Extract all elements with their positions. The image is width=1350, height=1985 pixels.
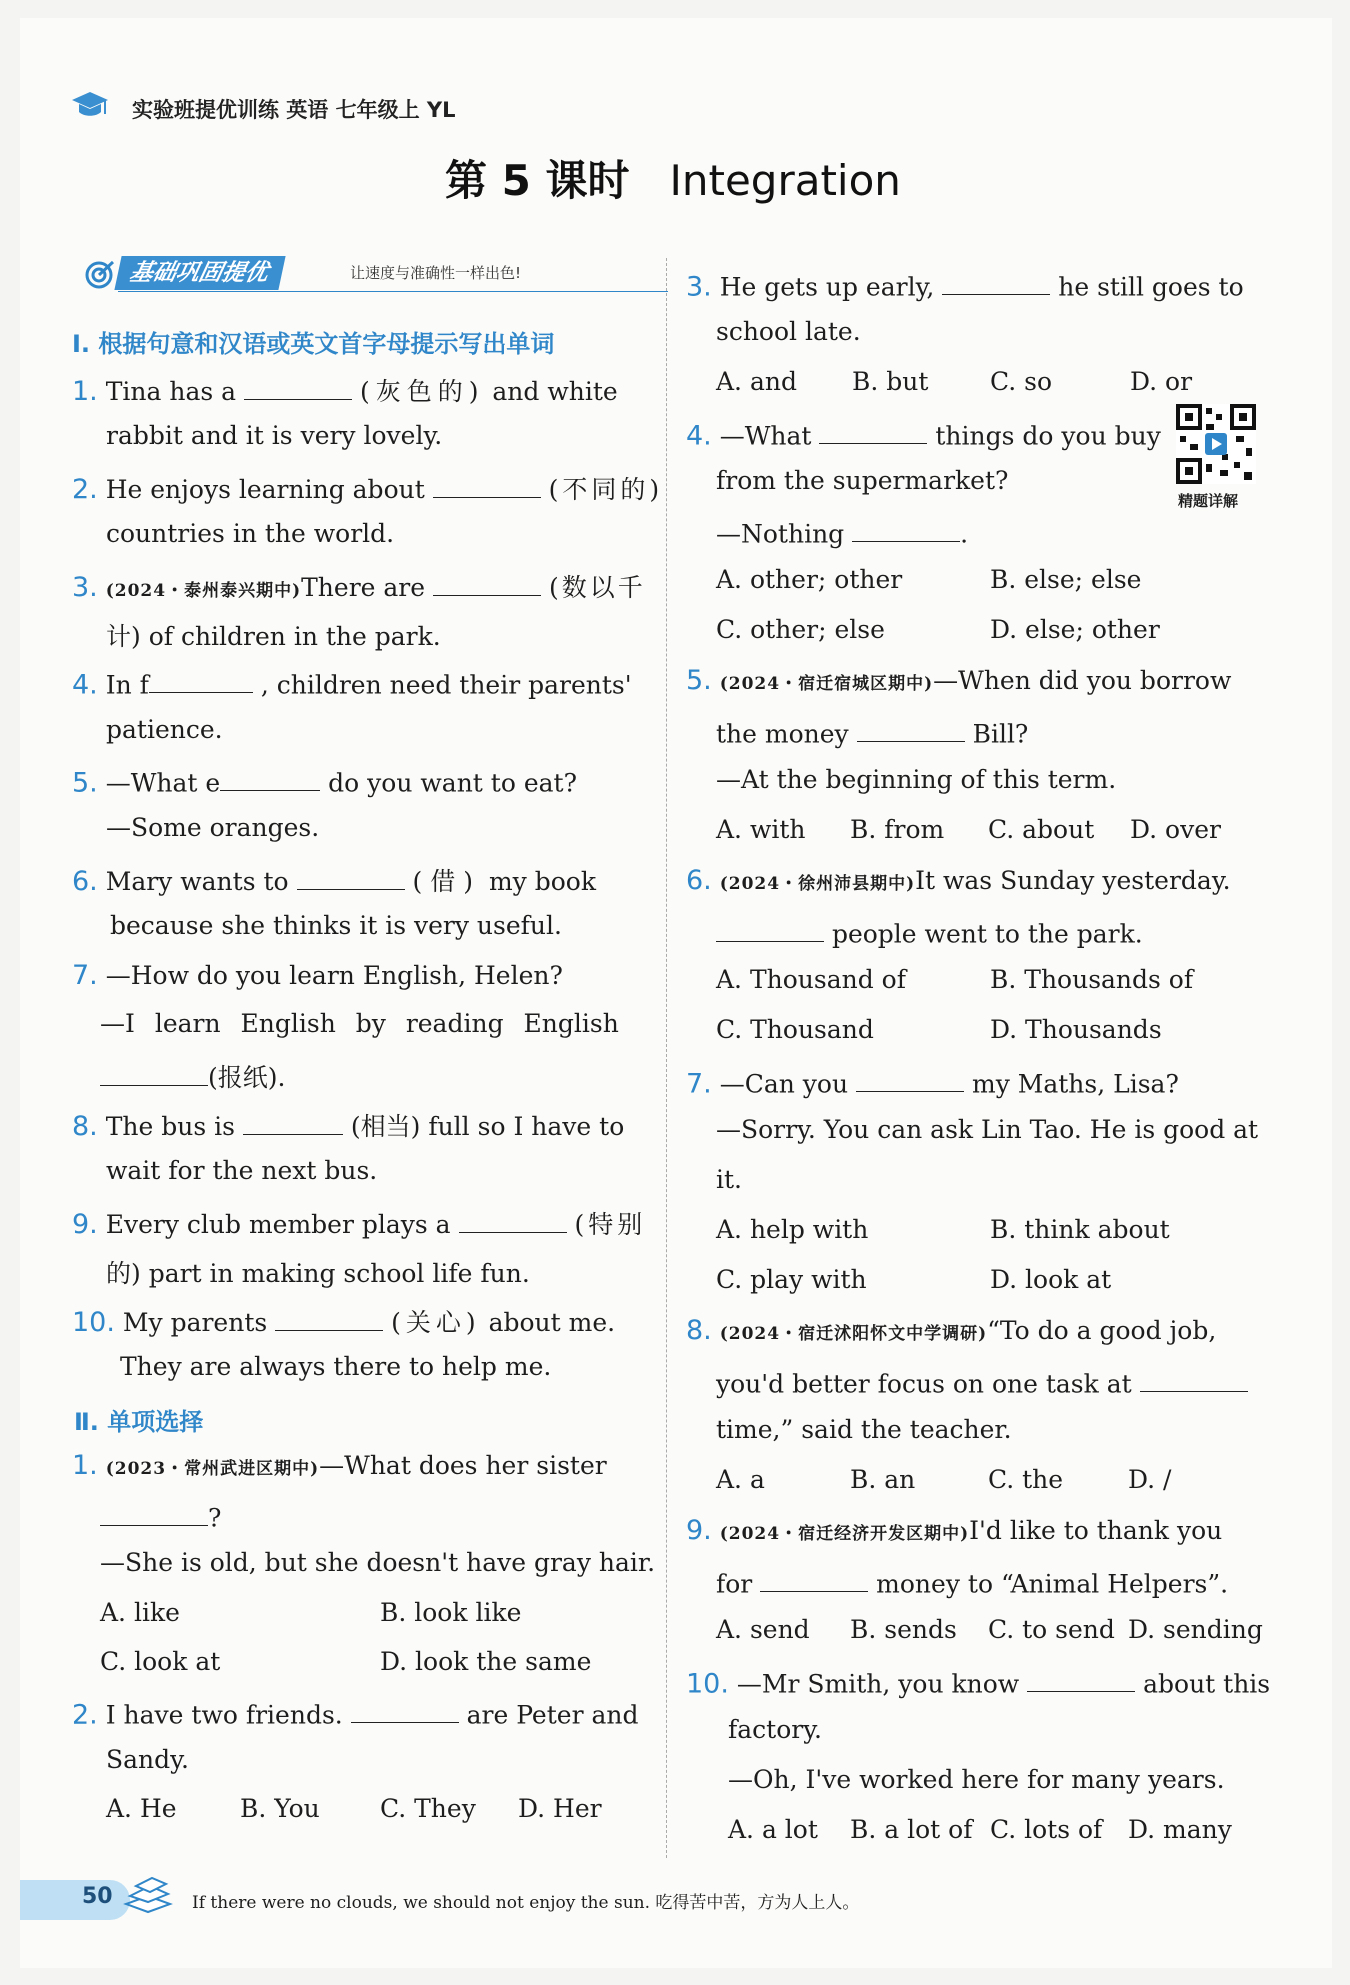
workbook-page: 实验班提优训练 英语 七年级上 YL 第 5 课时 Integration 基础巩固提优 让速度与准确性一样出色! Ⅰ. 根据句意和汉语或英文首字母提示写出单词 1. Tina has a (灰色的) and white rabbit and it is very lovely. 2. He enjoys learning about (不同的) countries in the world. 3. (2024・泰州泰兴期中)There are (数以千 计) of children in the park. 4. In f , children need their parents' patience. 5. —What e do you want to eat? —Some oranges. 6. Mary wants to (借) my book because she thinks it is very useful. 7. —How do you learn English, Helen? —I learn English by reading English (报纸). 8. The bus is (相当) full so I have to wait for the next bus. 9. Every club member plays a (特别 的) part in making school life fun. 10. My parents (关心) about me. They are always there to help me. Ⅱ. 单项选择 1. (2023・常州武进区期中)—What does her sister ? —She is old, but she doesn't have gray hair. A. like B. look like C. look at D. look the same 2. I have two friends. are Peter and Sandy. A. He B. You C. They D. Her 3. He gets up early, he still goes to school late. A. and B. but C. so D. or 4. —What things do you buy from the supermarket? —Nothing . 精题详解 A. other; other B. else; else C. other; else D. else; other 5. (2024・宿迁宿城区期中)—When did you borrow the money Bill? —At the beginning of this term. A. with B. from C. about D. over 6. (2024・徐州沛县期中)It was Sunday yesterday. people went to the park. A. Thousand of B. Thousands of C. Thousand D. Thousands 7. —Can you my Maths, Lisa? —Sorry. You can ask Lin Tao. He is good at it. A. help with B. think about C. play with D. look at 8. (2024・宿迁沭阳怀文中学调研)“To do a good job, you'd better focus on one task at time,” said the teacher. A. a B. an C. the D. / 9. (2024・宿迁经济开发区期中)I'd like to thank you for money to “Animal Helpers”. A. send B. sends C. to send D. sending 10. —Mr Smith, you know about this factory. —Oh, I've worked here for many years. A. a lot B. a lot of C. lots of D. many 50 If there were no clouds, we should not enjoy the sun. 吃得苦中苦，方为人上人。 bbox=[20, 18, 1332, 1968]
answer-blank[interactable] bbox=[220, 764, 320, 791]
page-title bbox=[445, 148, 901, 208]
option[interactable]: A. a lot bbox=[728, 1815, 818, 1844]
option[interactable]: C. lots of bbox=[990, 1815, 1103, 1844]
option[interactable]: B. sends bbox=[850, 1615, 957, 1644]
r-q9-line1: 9. (2024・宿迁经济开发区期中)I'd like to thank you bbox=[686, 1515, 1223, 1546]
option[interactable]: A. and bbox=[716, 367, 797, 396]
option[interactable]: D. Thousands bbox=[990, 1015, 1162, 1044]
s1-q2-line1: 2. He enjoys learning about (不同的) bbox=[72, 470, 663, 506]
option[interactable]: C. Thousand bbox=[716, 1015, 874, 1044]
column-divider bbox=[666, 258, 667, 1858]
s1-q10-line1: 10. My parents (关心) about me. bbox=[72, 1303, 615, 1339]
option[interactable]: A. like bbox=[100, 1598, 180, 1627]
answer-blank[interactable] bbox=[1027, 1665, 1135, 1692]
option[interactable]: A. help with bbox=[716, 1215, 869, 1244]
answer-blank[interactable] bbox=[149, 666, 253, 693]
s1-q1-line1: 1. Tina has a (灰色的) and white bbox=[72, 372, 652, 408]
option[interactable]: D. over bbox=[1130, 815, 1221, 844]
page-number: 50 bbox=[82, 1884, 113, 1909]
option[interactable]: D. look at bbox=[990, 1265, 1112, 1294]
option[interactable]: B. from bbox=[850, 815, 945, 844]
r-q6-line1: 6. (2024・徐州沛县期中)It was Sunday yesterday. bbox=[686, 865, 1231, 896]
answer-blank[interactable] bbox=[275, 1304, 383, 1331]
s1-q4-line1: 4. In f , children need their parents' bbox=[72, 666, 632, 700]
qr-label: 精题详解 bbox=[1178, 492, 1239, 510]
option[interactable]: B. a lot of bbox=[850, 1815, 973, 1844]
option[interactable]: C. the bbox=[988, 1465, 1064, 1494]
s1-q7-line1: 7. —How do you learn English, Helen? bbox=[72, 960, 563, 991]
option[interactable]: C. play with bbox=[716, 1265, 867, 1294]
answer-blank[interactable] bbox=[244, 373, 352, 400]
r-q5-line1: 5. (2024・宿迁宿城区期中)—When did you borrow bbox=[686, 665, 1232, 696]
answer-blank[interactable] bbox=[760, 1565, 868, 1592]
r-q8-line1: 8. (2024・宿迁沭阳怀文中学调研)“To do a good job, bbox=[686, 1315, 1217, 1346]
s1-q3-line1: 3. (2024・泰州泰兴期中)There are (数以千 bbox=[72, 568, 646, 604]
answer-blank[interactable] bbox=[852, 515, 960, 542]
option[interactable]: B. an bbox=[850, 1465, 916, 1494]
s1-q9-line1: 9. Every club member plays a (特别 bbox=[72, 1205, 646, 1241]
option[interactable]: D. look the same bbox=[380, 1647, 592, 1676]
option[interactable]: D. Her bbox=[518, 1794, 602, 1823]
section2-heading: Ⅱ. 单项选择 bbox=[74, 1408, 204, 1436]
s1-q8-line1: 8. The bus is (相当) full so I have to bbox=[72, 1107, 624, 1143]
section1-heading: Ⅰ. 根据句意和汉语或英文首字母提示写出单词 bbox=[72, 330, 555, 358]
section-banner bbox=[68, 254, 668, 296]
option[interactable]: D. / bbox=[1128, 1465, 1172, 1494]
option[interactable]: B. You bbox=[240, 1794, 320, 1823]
answer-blank[interactable] bbox=[351, 1696, 459, 1723]
target-icon bbox=[84, 260, 114, 290]
option[interactable]: B. look like bbox=[380, 1598, 522, 1627]
s2-q2-line1: 2. I have two friends. are Peter and bbox=[72, 1696, 638, 1730]
option[interactable]: A. send bbox=[716, 1615, 810, 1644]
answer-blank[interactable] bbox=[297, 863, 405, 890]
answer-blank[interactable] bbox=[100, 1059, 208, 1086]
lesson-number: 第 5 课时 bbox=[445, 156, 630, 205]
answer-blank[interactable] bbox=[100, 1499, 208, 1526]
option[interactable]: C. so bbox=[990, 367, 1053, 396]
option[interactable]: B. Thousands of bbox=[990, 965, 1194, 994]
answer-blank[interactable] bbox=[716, 915, 824, 942]
lesson-name: Integration bbox=[669, 156, 901, 205]
option[interactable]: A. with bbox=[716, 815, 806, 844]
option[interactable]: B. else; else bbox=[990, 565, 1142, 594]
book-title: 实验班提优训练 英语 七年级上 YL bbox=[132, 98, 456, 122]
option[interactable]: C. to send bbox=[988, 1615, 1115, 1644]
answer-blank[interactable] bbox=[433, 471, 541, 498]
book-stack-icon bbox=[122, 1874, 174, 1916]
option[interactable]: C. about bbox=[988, 815, 1095, 844]
r-q10-line1: 10. —Mr Smith, you know about this bbox=[686, 1665, 1270, 1699]
s1-q6-line1: 6. Mary wants to (借) my book bbox=[72, 862, 596, 898]
option[interactable]: A. a bbox=[716, 1465, 765, 1494]
answer-blank[interactable] bbox=[856, 1065, 964, 1092]
answer-blank[interactable] bbox=[1140, 1365, 1248, 1392]
option[interactable]: D. many bbox=[1128, 1815, 1232, 1844]
banner-title: 基础巩固提优 bbox=[114, 256, 285, 290]
r-q4-line1: 4. —What things do you buy bbox=[686, 417, 1161, 451]
book-logo-icon bbox=[70, 90, 110, 122]
option[interactable]: A. He bbox=[106, 1794, 177, 1823]
answer-blank[interactable] bbox=[243, 1108, 343, 1135]
answer-blank[interactable] bbox=[857, 715, 965, 742]
banner-slogan: 让速度与准确性一样出色! bbox=[350, 264, 522, 282]
option[interactable]: D. sending bbox=[1128, 1615, 1263, 1644]
answer-blank[interactable] bbox=[433, 569, 541, 596]
s2-q1-line1: 1. (2023・常州武进区期中)—What does her sister bbox=[72, 1450, 607, 1481]
option[interactable]: C. look at bbox=[100, 1647, 221, 1676]
footer-quote: If there were no clouds, we should not enjoy the sun. 吃得苦中苦，方为人上人。 bbox=[192, 1893, 860, 1913]
r-q7-line1: 7. —Can you my Maths, Lisa? bbox=[686, 1065, 1179, 1099]
option[interactable]: B. think about bbox=[990, 1215, 1170, 1244]
option[interactable]: D. or bbox=[1130, 367, 1193, 396]
option[interactable]: C. other; else bbox=[716, 615, 885, 644]
answer-blank[interactable] bbox=[819, 417, 927, 444]
option[interactable]: A. Thousand of bbox=[716, 965, 906, 994]
r-q3-line1: 3. He gets up early, he still goes to bbox=[686, 268, 1244, 302]
option[interactable]: C. They bbox=[380, 1794, 476, 1823]
option[interactable]: D. else; other bbox=[990, 615, 1160, 644]
s1-q5-line1: 5. —What e do you want to eat? bbox=[72, 764, 577, 798]
page-number-badge bbox=[20, 1880, 130, 1920]
option[interactable]: B. but bbox=[852, 367, 929, 396]
answer-blank[interactable] bbox=[942, 268, 1050, 295]
option[interactable]: A. other; other bbox=[716, 565, 903, 594]
answer-blank[interactable] bbox=[459, 1206, 567, 1233]
qr-code-icon[interactable] bbox=[1176, 404, 1256, 484]
